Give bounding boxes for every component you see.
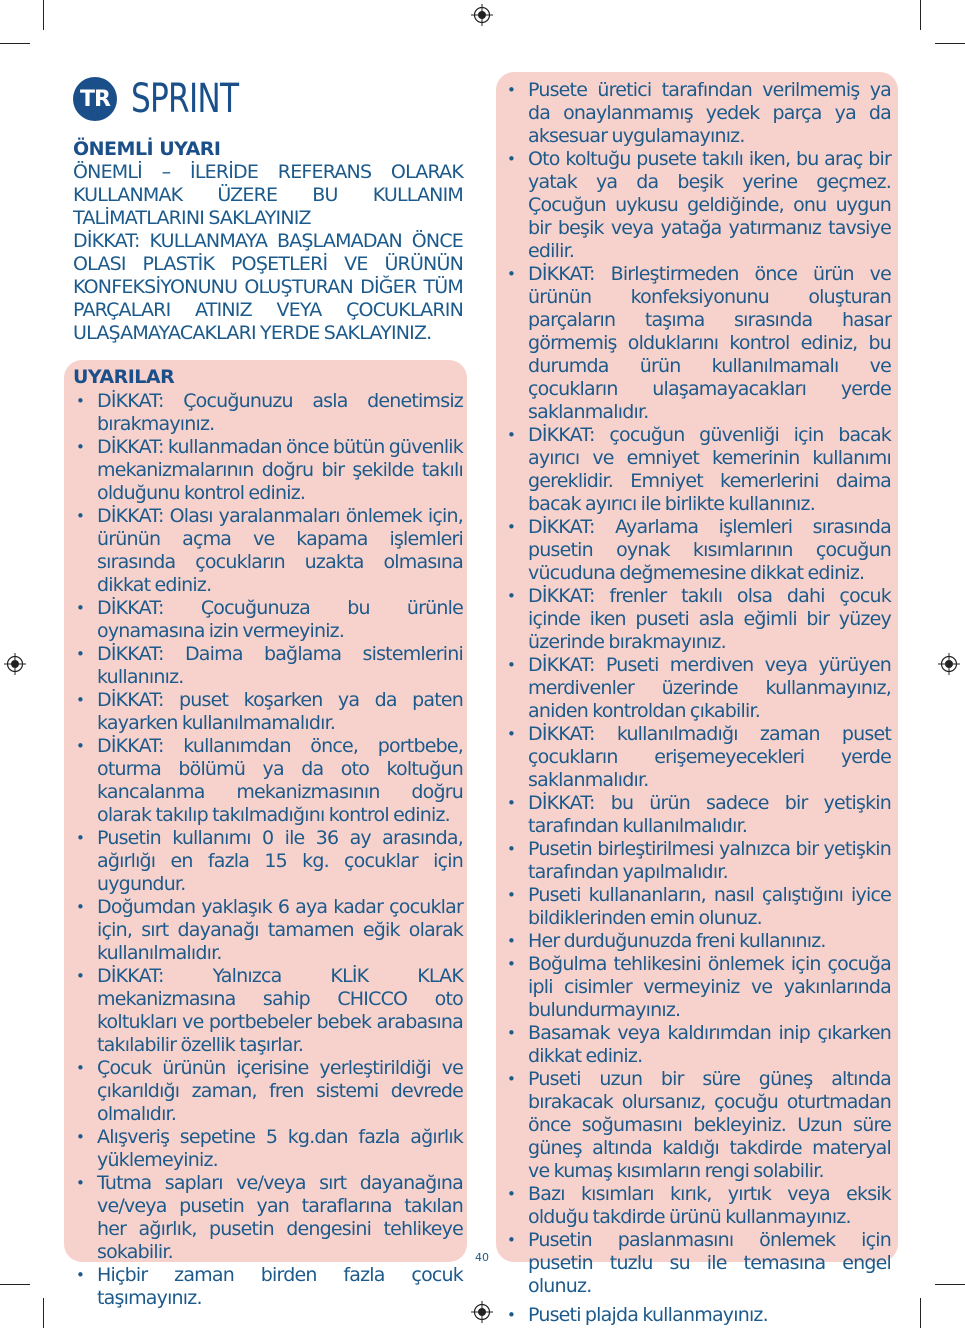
list-item: • DİKKAT: kullanmadan önce bütün güvenlik mekanizmalarının doğru bir şekilde takılı olduğunu kontrol ediniz. [74, 436, 463, 505]
list-item: • Pusete üretici tarafından verilmemiş ya da onaylanmamış yedek parça ya da aksesuar uygulamayınız. [505, 79, 891, 148]
list-item: • DİKKAT: Olası yaralanmaları önlemek için, ürünün açma ve kapama işlemleri sırasında çocukların uzakta olmasına dikkat ediniz. [74, 505, 463, 597]
list-item: • DİKKAT: Ayarlama işlemleri sırasında pusetin oynak kısımlarının çocuğun vücuduna değmemesine dikkat ediniz. [505, 516, 891, 585]
list-item: • Her durduğunuzda freni kullanınız. [505, 930, 891, 953]
registration-mark-icon [938, 653, 960, 675]
product-title: SPRINT [131, 76, 239, 122]
crop-mark [935, 43, 965, 44]
list-item: • DİKKAT: Çocuğunuza bu ürünle oynamasına izin vermeyiniz. [74, 597, 463, 643]
list-item: • Oto koltuğu pusete takılı iken, bu araç bir yatak ya da beşik yerine geçmez. Çocuğun uykusu geldiğinde, onu uygun bir beşik veya yatağa yatırmanız tavsiye edilir. [505, 148, 891, 263]
list-item: • DİKKAT: Daima bağlama sistemlerini kullanınız. [74, 643, 463, 689]
important-notice [73, 138, 463, 345]
list-item: • DİKKAT: kullanımdan önce, portbebe, oturma bölümü ya da oto koltuğun kancalanma mekanizmasının doğru olarak takılıp takılmadığını kontrol ediniz. [74, 735, 463, 827]
warnings-heading: UYARILAR [73, 366, 175, 388]
crop-mark [920, 0, 921, 30]
list-item: • Çocuk ürünün içerisine yerleştirildiği ve çıkarıldığı zaman, fren sistemi devrede olmalıdır. [74, 1057, 463, 1126]
list-item: • Hiçbir zaman birden fazla çocuk taşımayınız. [74, 1264, 463, 1310]
warnings-list-right [505, 79, 891, 1327]
list-item: • DİKKAT: Yalnızca KLİK KLAK mekanizmasına sahip CHICCO oto koltukları ve portbebeler bebek arabasına takılabilir özellik taşırlar. [74, 965, 463, 1057]
list-item: • DİKKAT: bu ürün sadece bir yetişkin tarafından kullanılmalıdır. [505, 792, 891, 838]
notice-heading: ÖNEMLİ UYARI [73, 138, 221, 160]
registration-mark-icon [471, 4, 493, 26]
list-item: • Pusetin birleştirilmesi yalnızca bir yetişkin tarafından yapılmalıdır. [505, 838, 891, 884]
language-badge: TR [73, 77, 117, 121]
list-item: • Puseti uzun bir süre güneş altında bırakacak olursanız, çocuğu oturtmadan önce soğumasını bekleyiniz. Uzun süre güneş altında kaldığı takdirde materyal ve kumaş kısımların rengi solabilir. [505, 1068, 891, 1183]
list-item: • DİKKAT: çocuğun güvenliği için bacak ayırıcı ve emniyet kemerinin kullanımı gereklidir. Emniyet kemerlerini daima bacak ayırıcı ile birlikte kullanınız. [505, 424, 891, 516]
crop-mark [935, 1284, 965, 1285]
crop-mark [0, 1284, 30, 1285]
registration-mark-icon [471, 1301, 493, 1323]
list-item: • DİKKAT: Birleştirmeden önce ürün ve ürünün konfeksiyonunu oluşturan parçaların taşıma sırasında hasar görmemiş olduklarını kontrol ediniz, bu durumda ürün kullanılmamalı ve çocukların ulaşamayacakları yerde saklanmalıdır. [505, 263, 891, 424]
list-item: • Boğulma tehlikesini önlemek için çocuğa ipli cisimler vermeyiniz ve yakınlarında bulundurmayınız. [505, 953, 891, 1022]
list-item: • DİKKAT: kullanılmadığı zaman puset çocukların erişemeyecekleri yerde saklanmalıdır. [505, 723, 891, 792]
list-item: • Pusetin kullanımı 0 ile 36 ay arasında, ağırlığı en fazla 15 kg. çocuklar için uygundur. [74, 827, 463, 896]
crop-mark [43, 0, 44, 30]
list-item: • Doğumdan yaklaşık 6 aya kadar çocuklar için, sırt dayanağı tamamen eğik olarak kullanılmalıdır. [74, 896, 463, 965]
list-item: • Alışveriş sepetine 5 kg.dan fazla ağırlık yüklemeyiniz. [74, 1126, 463, 1172]
crop-mark [0, 43, 30, 44]
list-item: • Pusetin paslanmasını önlemek için pusetin tuzlu su ile temasına engel olunuz. [505, 1229, 891, 1298]
list-item: • Basamak veya kaldırımdan inip çıkarken dikkat ediniz. [505, 1022, 891, 1068]
warnings-list-left [74, 390, 463, 1310]
registration-mark-icon [4, 653, 26, 675]
crop-mark [920, 1298, 921, 1328]
list-item: • DİKKAT: Puseti merdiven veya yürüyen merdivenler üzerinde kullanmayınız, aniden kontroldan çıkabilir. [505, 654, 891, 723]
list-item: • DİKKAT: Çocuğunuzu asla denetimsiz bırakmayınız. [74, 390, 463, 436]
list-item: • Puseti kullananların, nasıl çalıştığını iyice bildiklerinden emin olunuz. [505, 884, 891, 930]
list-item: • Puseti plajda kullanmayınız. [505, 1304, 891, 1327]
list-item: • Tutma sapları ve/veya sırt dayanağına ve/veya pusetin yan taraflarına takılan her ağırlık, pusetin dengesini tehlikeye sokabilir. [74, 1172, 463, 1264]
list-item: • DİKKAT: frenler takılı olsa dahi çocuk içinde iken puseti asla eğimli bir yüzey üzerinde bırakmayınız. [505, 585, 891, 654]
crop-mark [43, 1298, 44, 1328]
notice-paragraph: DİKKAT: KULLANMAYA BAŞLAMADAN ÖNCE OLASI PLASTİK POŞETLERİ VE ÜRÜNÜN KONFEKSİYONUNU OLUŞTURAN DİĞER TÜM PARÇALARI ATINIZ VEYA ÇOCUKLARIN ULAŞAMAYACAKLARI YERDE SAKLAYINIZ. [73, 230, 463, 344]
notice-paragraph: ÖNEMLİ – İLERİDE REFERANS OLARAK KULLANMAK ÜZERE BU KULLANIM TALİMATLARINI SAKLAYINIZ [73, 161, 463, 229]
page-header [73, 76, 268, 122]
page-number: 40 [475, 1251, 489, 1264]
list-item: • Bazı kısımları kırık, yırtık veya eksik olduğu takdirde ürünü kullanmayınız. [505, 1183, 891, 1229]
list-item: • DİKKAT: puset koşarken ya da paten kayarken kullanılmamalıdır. [74, 689, 463, 735]
